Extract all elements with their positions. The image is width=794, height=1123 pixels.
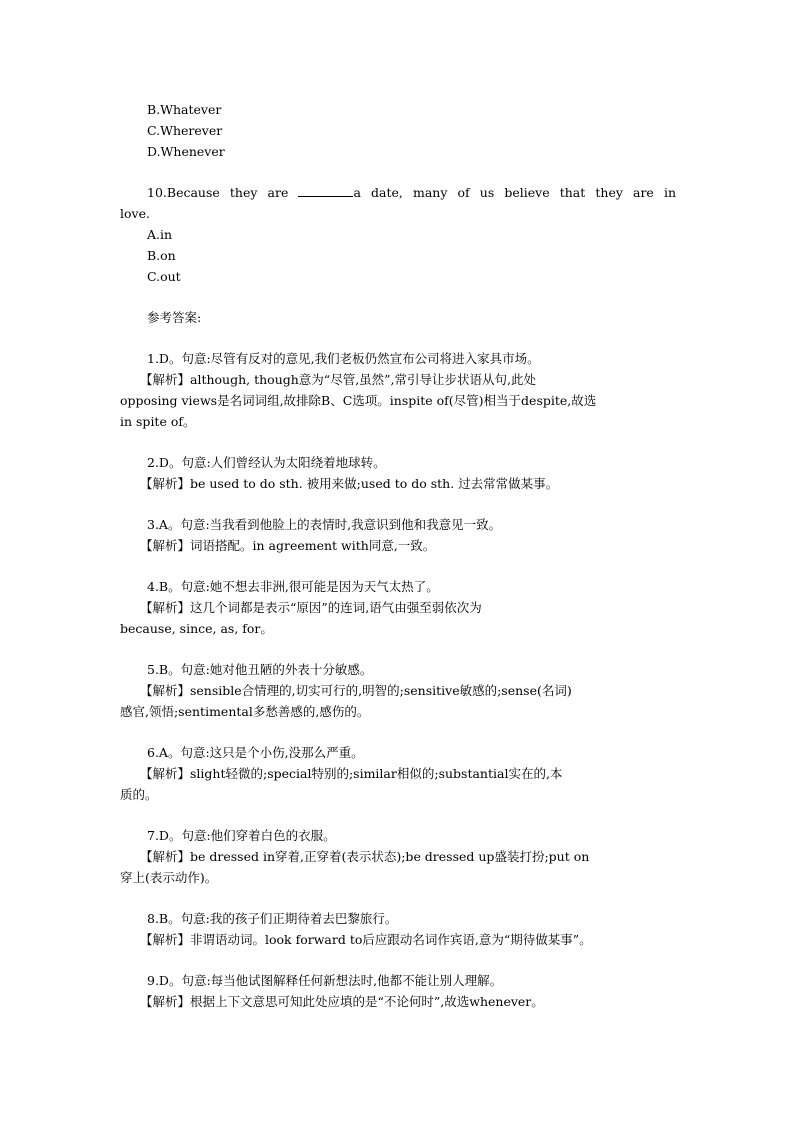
question-10-stem-after: a date, many of us believe that they are in — [353, 185, 676, 200]
analysis-line: 【解析】be dressed in穿着,正穿着(表示状态);be dressed up盛装打扮;put on — [140, 849, 590, 864]
document-page — [120, 99, 676, 1012]
question-10-stem — [120, 182, 676, 203]
answer-item: 8.B。句意:我的孩子们正期待着去巴黎旅行。 — [147, 911, 398, 926]
option-d: D.Whenever — [147, 144, 225, 159]
answer-item: 3.A。句意:当我看到他脸上的表情时,我意识到他和我意见一致。 — [147, 517, 502, 532]
analysis-line: 【解析】sensible合情理的,切实可行的,明智的;sensitive敏感的;sense(名词) — [140, 683, 572, 698]
analysis-line: 感官,领悟;sentimental多愁善感的,感伤的。 — [120, 704, 370, 719]
analysis-line: in spite of。 — [120, 414, 196, 429]
analysis-line: 质的。 — [120, 787, 158, 802]
option-c: C.out — [147, 269, 181, 284]
answer-blank — [298, 184, 353, 197]
analysis-line: 【解析】slight轻微的;special特别的;similar相似的;substantial实在的,本 — [140, 766, 563, 781]
analysis-line: opposing views是名词词组,故排除B、C选项。inspite of(尽管)相当于despite,故选 — [120, 393, 597, 408]
answer-item: 2.D。句意:人们曾经认为太阳绕着地球转。 — [147, 455, 386, 470]
answer-item: 9.D。句意:每当他试图解释任何新想法时,他都不能让别人理解。 — [147, 973, 503, 988]
analysis-line: 穿上(表示动作)。 — [120, 870, 218, 885]
answer-item: 6.A。句意:这只是个小伤,没那么严重。 — [147, 745, 364, 760]
question-10-stem-wrap: love. — [120, 206, 150, 221]
option-b: B.Whatever — [147, 102, 222, 117]
option-c: C.Wherever — [147, 123, 223, 138]
analysis-line: 【解析】这几个词都是表示“原因”的连词,语气由强至弱依次为 — [140, 600, 482, 615]
analysis-line: 【解析】根据上下文意思可知此处应填的是“不论何时”,故选whenever。 — [140, 994, 544, 1009]
analysis-line: 【解析】词语搭配。in agreement with同意,一致。 — [140, 538, 436, 553]
analysis-line: 【解析】although, though意为“尽管,虽然”,常引导让步状语从句,此处 — [140, 372, 537, 387]
analysis-line: 【解析】非谓语动词。look forward to后应跟动名词作宾语,意为“期待做某事”。 — [140, 932, 592, 947]
answer-item: 5.B。句意:她对他丑陋的外表十分敏感。 — [147, 662, 373, 677]
analysis-line: 【解析】be used to do sth. 被用来做;used to do sth. 过去常常做某事。 — [140, 476, 559, 491]
option-b: B.on — [147, 248, 176, 263]
answers-title: 参考答案: — [147, 310, 202, 325]
answer-item: 7.D。句意:他们穿着白色的衣服。 — [147, 828, 336, 843]
option-a: A.in — [147, 227, 173, 242]
question-10-stem-before: 10.Because they are — [147, 185, 299, 200]
answer-item: 4.B。句意:她不想去非洲,很可能是因为天气太热了。 — [147, 579, 439, 594]
answer-item: 1.D。句意:尽管有反对的意见,我们老板仍然宣布公司将进入家具市场。 — [147, 351, 540, 366]
analysis-line: because, since, as, for。 — [120, 621, 273, 636]
